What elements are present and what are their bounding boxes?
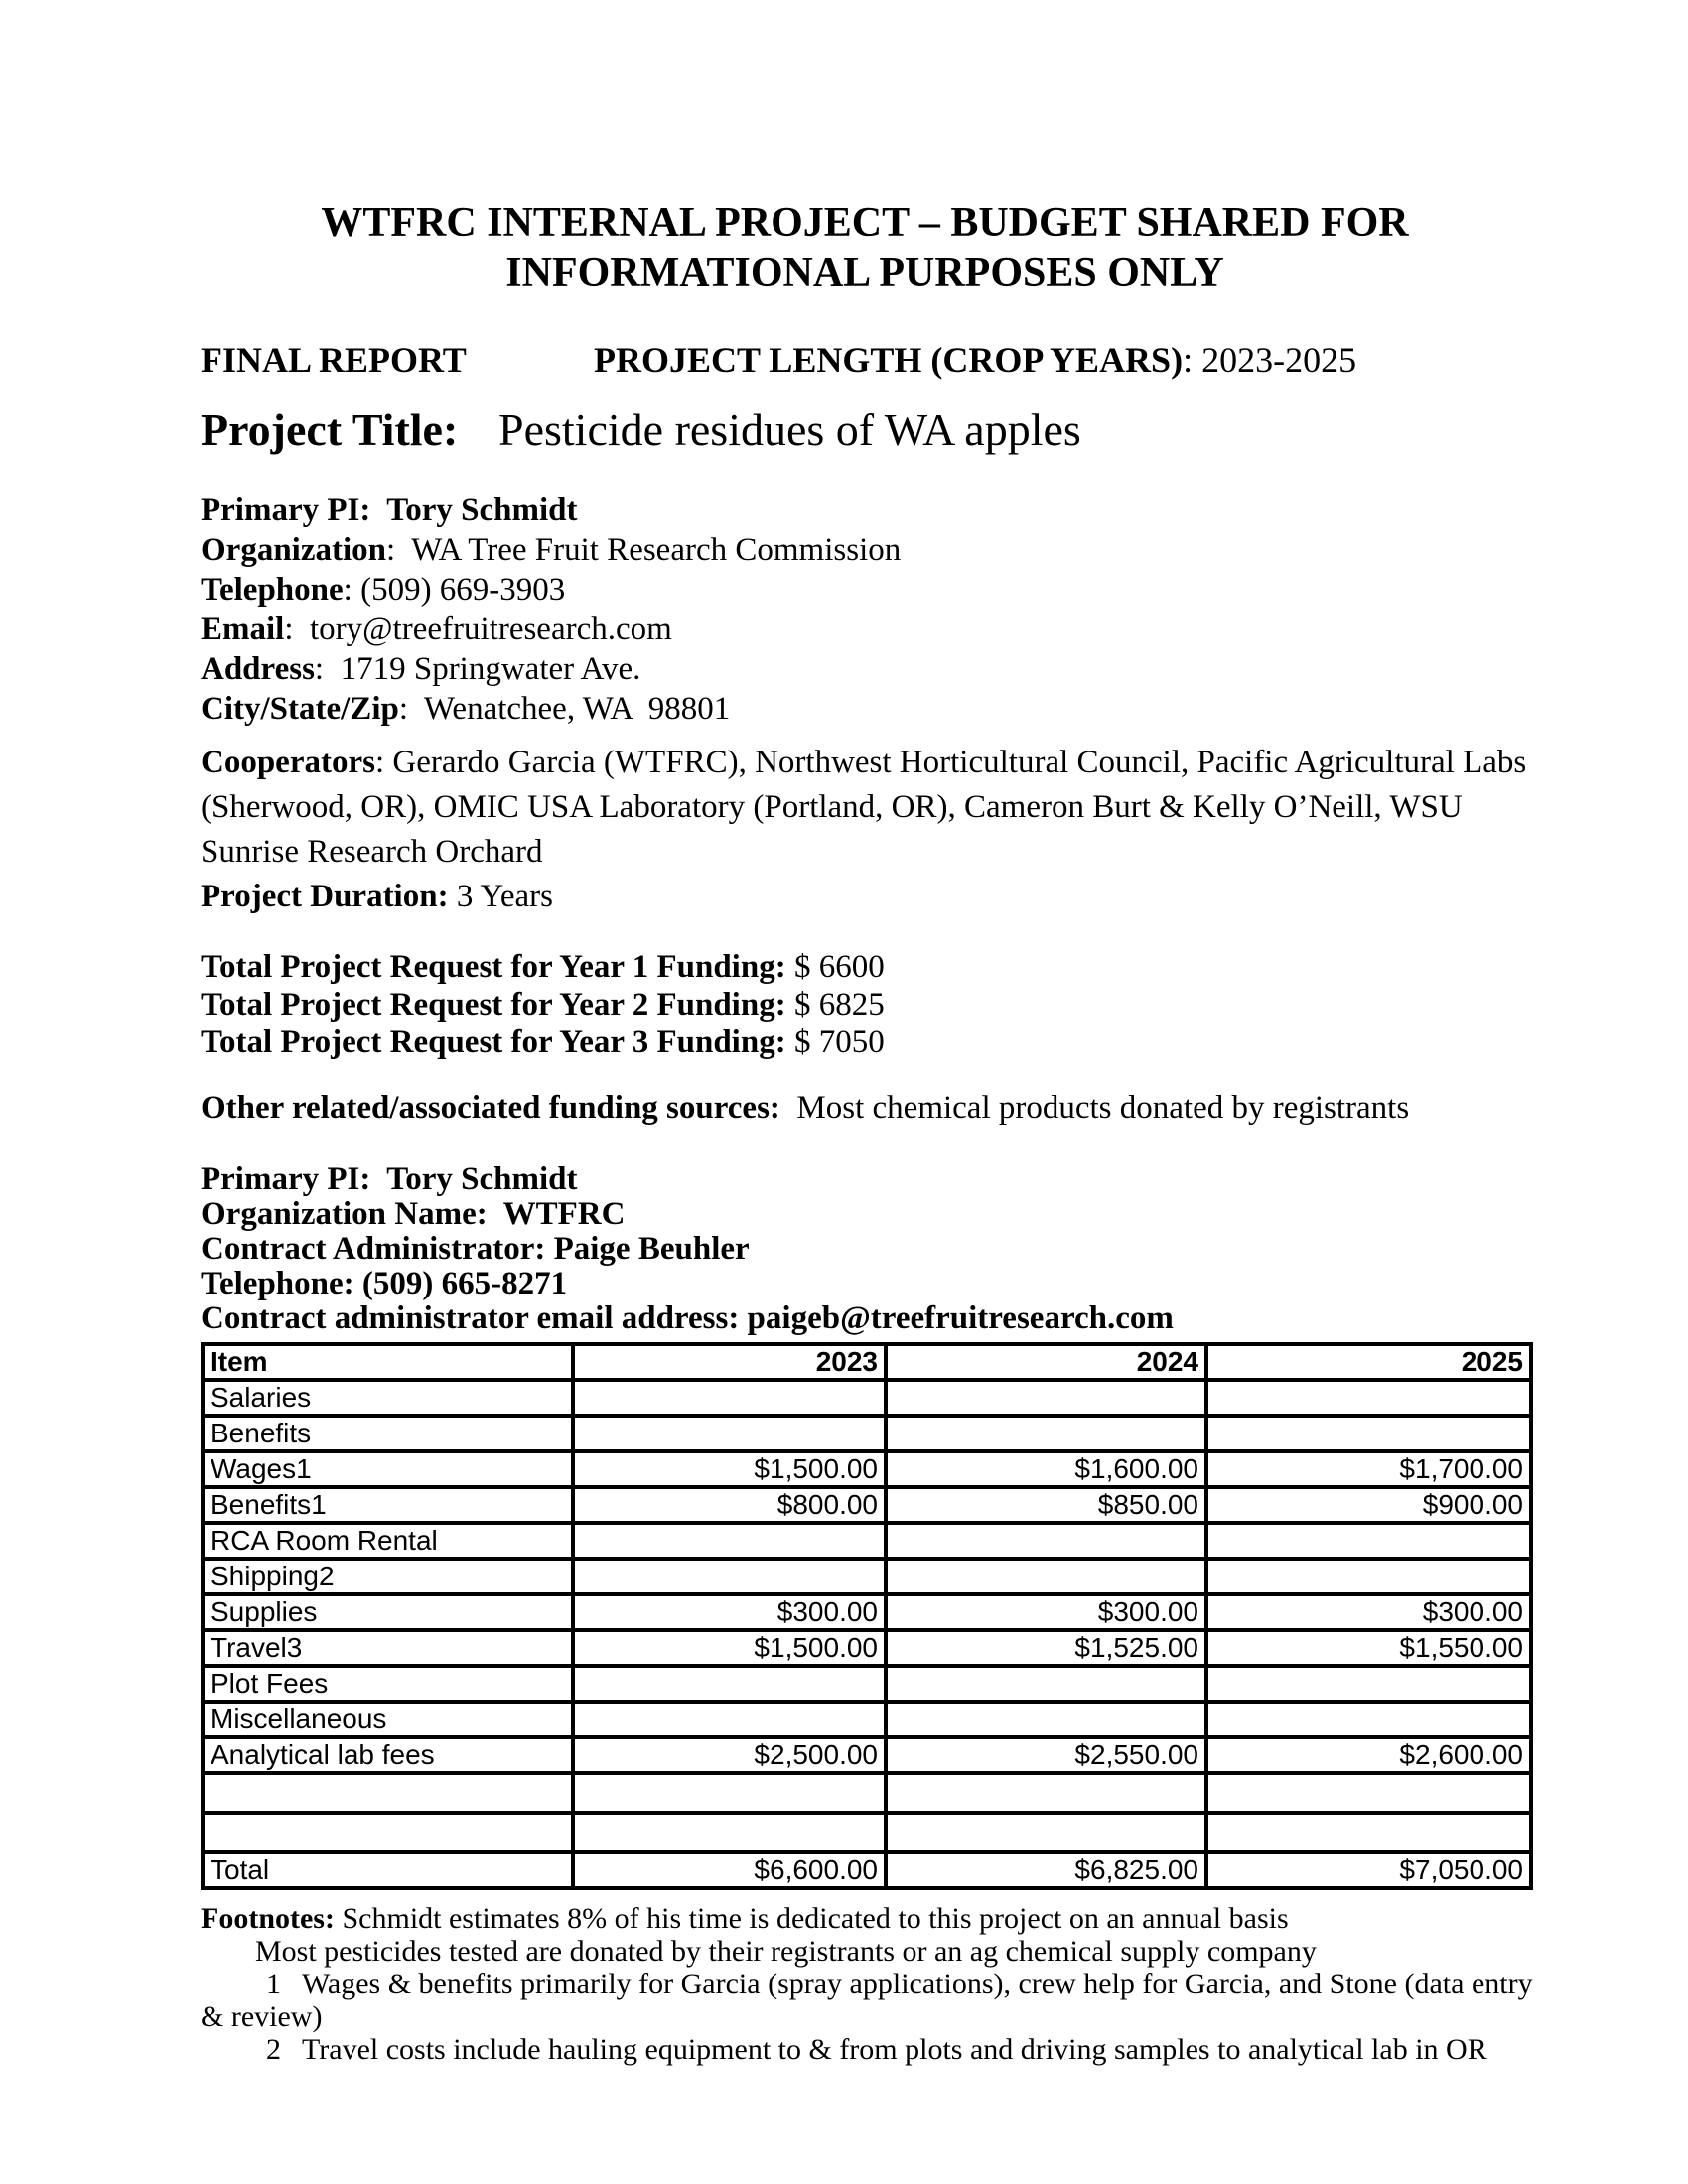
amount-cell (573, 1380, 886, 1416)
project-duration-label: Project Duration: (201, 879, 449, 914)
amount-cell (886, 1702, 1206, 1737)
amount-cell (886, 1523, 1206, 1559)
primary-pi-line (201, 490, 1549, 530)
table-row (203, 1487, 1531, 1523)
project-duration-line (201, 877, 1549, 916)
amount-cell (1206, 1380, 1531, 1416)
project-length (594, 341, 1356, 380)
footnote-2-number: 2 (266, 2033, 281, 2066)
funding-year1-value: $ 6600 (785, 949, 885, 985)
funding-year1-line (201, 948, 1549, 986)
cooperators-label: Cooperators (201, 745, 375, 780)
report-type-label: FINAL REPORT (201, 341, 467, 380)
cooperators-text: : Gerardo Garcia (WTFRC), Northwest Horticultural Council, Pacific Agricultural Labs (Sherwood, OR), OMIC USA Laboratory (Portland, OR), Cameron Burt & Kelly O’Neill, WSU Sunrise Research Orchard (201, 745, 1535, 870)
budget-table (201, 1342, 1533, 1890)
item-cell: Miscellaneous (203, 1702, 573, 1737)
table-row (203, 1702, 1531, 1737)
footnote-item-2 (201, 2033, 1549, 2066)
project-title-label: Project Title: (201, 404, 459, 455)
contract-pi-line: Primary PI: Tory Schmidt (201, 1161, 578, 1197)
item-cell: Salaries (203, 1380, 573, 1416)
email-label: Email (201, 612, 285, 647)
item-cell: Benefits (203, 1416, 573, 1451)
footnote-2-text: Travel costs include hauling equipment to & from plots and driving samples to analytical lab in OR (302, 2033, 1487, 2066)
email-line (201, 610, 1549, 649)
column-header-2023: 2023 (573, 1344, 886, 1380)
document-title (201, 199, 1529, 298)
table-row (203, 1451, 1531, 1487)
primary-pi-label: Primary PI: (201, 492, 371, 528)
item-cell: RCA Room Rental (203, 1523, 573, 1559)
item-cell (203, 1813, 573, 1852)
footnotes-line1 (201, 1902, 1549, 1935)
email-value: : tory@treefruitresearch.com (284, 612, 672, 647)
item-cell: Plot Fees (203, 1666, 573, 1702)
organization-label: Organization (201, 532, 386, 568)
footnotes-block (201, 1902, 1549, 2066)
amount-cell (886, 1380, 1206, 1416)
table-row (203, 1773, 1531, 1813)
document-title-line1: WTFRC INTERNAL PROJECT – BUDGET SHARED FOR (321, 201, 1409, 246)
amount-cell (886, 1666, 1206, 1702)
table-row (203, 1559, 1531, 1594)
table-row (203, 1594, 1531, 1630)
other-funding-label: Other related/associated funding sources: (201, 1090, 780, 1126)
footnote-item-1 (201, 1968, 1549, 2033)
amount-cell (1206, 1813, 1531, 1852)
budget-table-body (203, 1380, 1531, 1888)
project-title-line (201, 403, 1549, 457)
primary-pi-block (201, 490, 1549, 729)
telephone-label: Telephone (201, 572, 344, 608)
item-cell: Travel3 (203, 1630, 573, 1666)
amount-cell: $1,500.00 (573, 1451, 886, 1487)
table-row (203, 1416, 1531, 1451)
amount-cell: $300.00 (886, 1594, 1206, 1630)
address-value: : 1719 Springwater Ave. (314, 651, 641, 687)
column-header-2024: 2024 (886, 1344, 1206, 1380)
amount-cell (886, 1559, 1206, 1594)
amount-cell (886, 1773, 1206, 1813)
organization-line (201, 530, 1549, 570)
column-header-item: Item (203, 1344, 573, 1380)
primary-pi-name: Tory Schmidt (370, 492, 578, 528)
funding-year1-label: Total Project Request for Year 1 Funding: (201, 949, 786, 985)
other-funding-line (201, 1089, 1549, 1127)
footnote-1-number: 1 (266, 1968, 281, 2000)
item-cell: Total (203, 1852, 573, 1888)
amount-cell: $800.00 (573, 1487, 886, 1523)
city-state-zip-line (201, 689, 1549, 729)
amount-cell: $300.00 (573, 1594, 886, 1630)
amount-cell: $1,700.00 (1206, 1451, 1531, 1487)
table-row (203, 1523, 1531, 1559)
amount-cell (573, 1523, 886, 1559)
other-funding-value: Most chemical products donated by registrants (779, 1090, 1410, 1126)
amount-cell (1206, 1773, 1531, 1813)
table-row (203, 1852, 1531, 1888)
item-cell: Benefits1 (203, 1487, 573, 1523)
amount-cell: $850.00 (886, 1487, 1206, 1523)
table-row (203, 1813, 1531, 1852)
amount-cell: $900.00 (1206, 1487, 1531, 1523)
amount-cell: $2,550.00 (886, 1737, 1206, 1773)
amount-cell (1206, 1666, 1531, 1702)
footnotes-label: Footnotes: (201, 1902, 335, 1935)
contract-block (201, 1162, 1549, 1336)
amount-cell: $1,600.00 (886, 1451, 1206, 1487)
funding-year3-line (201, 1024, 1549, 1061)
contract-administrator-line: Contract Administrator: Paige Beuhler (201, 1231, 750, 1267)
funding-block (201, 948, 1549, 1061)
funding-year3-value: $ 7050 (785, 1024, 885, 1060)
city-state-zip-value: : Wenatchee, WA 98801 (398, 691, 731, 727)
amount-cell (1206, 1702, 1531, 1737)
amount-cell: $1,525.00 (886, 1630, 1206, 1666)
contract-email-line: Contract administrator email address: paigeb@treefruitresearch.com (201, 1300, 1174, 1336)
amount-cell: $1,550.00 (1206, 1630, 1531, 1666)
amount-cell (1206, 1559, 1531, 1594)
footnotes-line1-text: Schmidt estimates 8% of his time is dedicated to this project on an annual basis (334, 1902, 1289, 1935)
project-title-value: Pesticide residues of WA apples (498, 404, 1081, 455)
footnote-1-text: Wages & benefits primarily for Garcia (spray applications), crew help for Garcia, and Stone (data entry & review) (201, 1968, 1541, 2033)
column-header-2025: 2025 (1206, 1344, 1531, 1380)
funding-year2-value: $ 6825 (785, 987, 885, 1023)
amount-cell: $300.00 (1206, 1594, 1531, 1630)
table-row (203, 1380, 1531, 1416)
amount-cell: $2,500.00 (573, 1737, 886, 1773)
table-row (203, 1737, 1531, 1773)
item-cell: Supplies (203, 1594, 573, 1630)
table-row (203, 1630, 1531, 1666)
amount-cell (573, 1666, 886, 1702)
amount-cell: $6,825.00 (886, 1852, 1206, 1888)
address-line (201, 649, 1549, 689)
amount-cell (573, 1416, 886, 1451)
amount-cell: $2,600.00 (1206, 1737, 1531, 1773)
item-cell: Shipping2 (203, 1559, 573, 1594)
amount-cell: $1,500.00 (573, 1630, 886, 1666)
amount-cell (573, 1773, 886, 1813)
telephone-line (201, 570, 1549, 610)
amount-cell (1206, 1416, 1531, 1451)
item-cell: Wages1 (203, 1451, 573, 1487)
organization-value: : WA Tree Fruit Research Commission (386, 532, 902, 568)
project-length-label: PROJECT LENGTH (CROP YEARS) (594, 341, 1184, 380)
project-length-value: : 2023-2025 (1183, 341, 1357, 380)
report-type-line (201, 340, 1549, 381)
contract-telephone-line: Telephone: (509) 665-8271 (201, 1266, 568, 1301)
funding-year3-label: Total Project Request for Year 3 Funding: (201, 1024, 786, 1060)
item-cell: Analytical lab fees (203, 1737, 573, 1773)
amount-cell (573, 1813, 886, 1852)
item-cell (203, 1773, 573, 1813)
address-label: Address (201, 651, 315, 687)
contract-organization-line: Organization Name: WTFRC (201, 1196, 626, 1232)
amount-cell: $6,600.00 (573, 1852, 886, 1888)
amount-cell: $7,050.00 (1206, 1852, 1531, 1888)
footnotes-line2: Most pesticides tested are donated by their registrants or an ag chemical supply company (255, 1935, 1317, 1968)
funding-year2-line (201, 986, 1549, 1024)
telephone-value: : (509) 669-3903 (343, 572, 566, 608)
funding-year2-label: Total Project Request for Year 2 Funding: (201, 987, 786, 1023)
document-title-line2: INFORMATIONAL PURPOSES ONLY (505, 250, 1224, 296)
project-duration-value: 3 Years (448, 879, 553, 914)
table-header-row (203, 1344, 1531, 1380)
amount-cell (573, 1702, 886, 1737)
amount-cell (573, 1559, 886, 1594)
amount-cell (886, 1416, 1206, 1451)
table-row (203, 1666, 1531, 1702)
amount-cell (886, 1813, 1206, 1852)
cooperators-paragraph (201, 741, 1535, 875)
city-state-zip-label: City/State/Zip (201, 691, 399, 727)
amount-cell (1206, 1523, 1531, 1559)
